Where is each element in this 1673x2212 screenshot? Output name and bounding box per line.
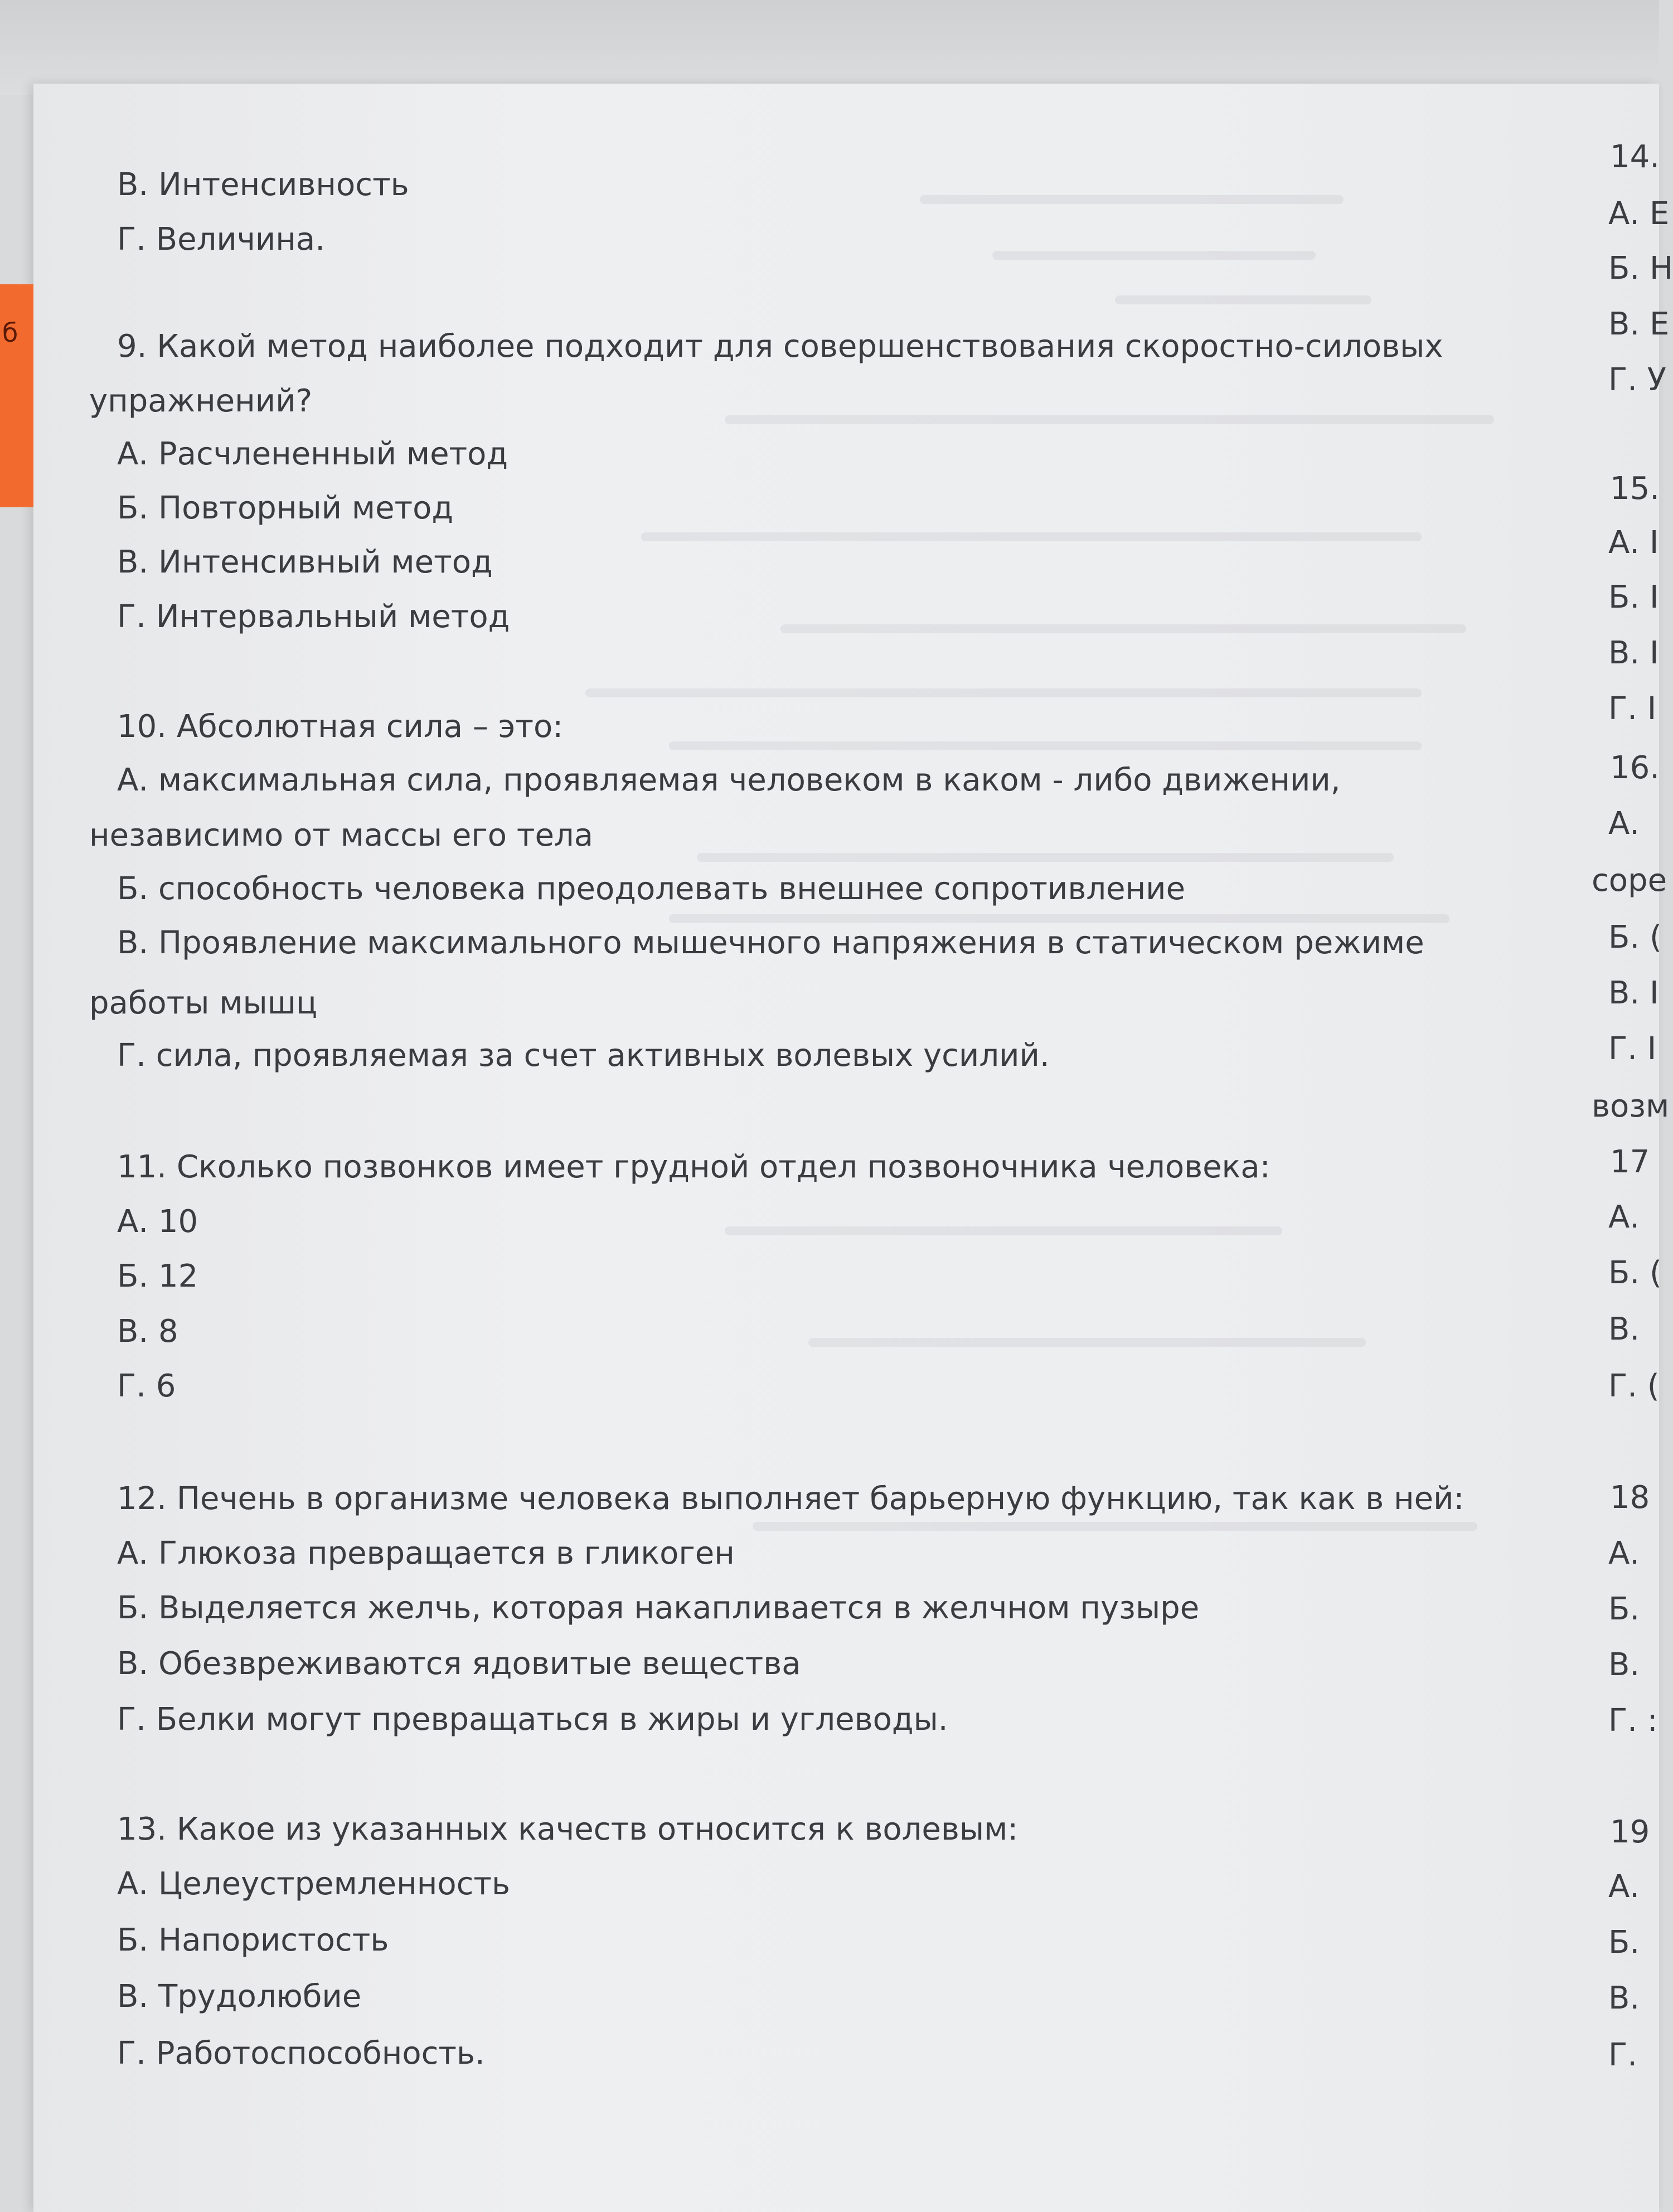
answer-option: независимо от массы его тела xyxy=(89,817,594,853)
question-heading: 13. Какое из указанных качеств относится к волевым: xyxy=(117,1811,1019,1847)
show-through-text xyxy=(780,624,1466,633)
right-column-text: В. xyxy=(1608,1311,1640,1347)
question-heading: 12. Печень в организме человека выполняет барьерную функцию, так как в ней: xyxy=(117,1481,1465,1517)
answer-option: В. Интенсивный метод xyxy=(117,544,493,580)
right-column-text: В. xyxy=(1608,1647,1640,1683)
show-through-text xyxy=(725,415,1494,424)
answer-option: Г. Интервальный метод xyxy=(117,599,510,635)
right-column-text: Г. У xyxy=(1608,362,1666,398)
right-column-text: А. xyxy=(1608,1199,1640,1235)
right-column-text: 17 xyxy=(1610,1144,1650,1180)
right-column-text: Б. xyxy=(1608,1591,1640,1627)
right-column-text: Б. Н xyxy=(1608,250,1673,287)
right-column-text: Г. : xyxy=(1608,1702,1658,1739)
right-column-text: 15. xyxy=(1610,470,1660,507)
answer-option: Б. 12 xyxy=(117,1258,198,1294)
right-column-text: Б. ( xyxy=(1608,1255,1662,1291)
answer-option: Г. 6 xyxy=(117,1368,176,1404)
answer-option: А. Целеустремленность xyxy=(117,1866,511,1902)
answer-option: Б. способность человека преодолевать внешнее сопротивление xyxy=(117,871,1186,907)
show-through-text xyxy=(641,532,1422,541)
right-column-text: соре xyxy=(1592,862,1667,899)
right-column-text: 14. xyxy=(1610,139,1660,175)
right-column-text: возм xyxy=(1592,1088,1670,1124)
show-through-text xyxy=(669,741,1422,750)
show-through-text xyxy=(808,1338,1366,1347)
answer-option: Б. Выделяется желчь, которая накапливается в желчном пузыре xyxy=(117,1590,1200,1626)
right-column-text: Б. xyxy=(1608,1924,1640,1961)
right-column-text: 19 xyxy=(1610,1814,1650,1850)
show-through-text xyxy=(725,1226,1282,1235)
show-through-text xyxy=(585,688,1422,697)
right-column-text: В. xyxy=(1608,1980,1640,2016)
answer-option: А. максимальная сила, проявляемая человеком в каком - либо движении, xyxy=(117,762,1341,798)
question-heading: 11. Сколько позвонков имеет грудной отдел позвоночника человека: xyxy=(117,1149,1270,1185)
right-column-text: Г. xyxy=(1608,2037,1637,2073)
question-heading: 10. Абсолютная сила – это: xyxy=(117,709,564,745)
background-surface xyxy=(0,0,1659,95)
question-heading: 9. Какой метод наиболее подходит для совершенствования скоростно-силовых xyxy=(117,328,1443,365)
question-heading: упражнений? xyxy=(89,383,313,419)
show-through-text xyxy=(920,195,1344,204)
right-column-text: А. Е xyxy=(1608,196,1670,232)
right-column-text: В. Е xyxy=(1608,306,1670,342)
answer-option: работы мышц xyxy=(89,985,318,1021)
right-column-text: А. xyxy=(1608,806,1640,842)
show-through-text xyxy=(1115,295,1371,304)
answer-option: В. Проявление максимального мышечного напряжения в статическом режиме xyxy=(117,925,1424,961)
show-through-text xyxy=(992,251,1316,260)
answer-option: Б. Повторный метод xyxy=(117,490,454,526)
right-column-text: В. I xyxy=(1608,635,1659,671)
answer-option: В. Обезвреживаются ядовитые вещества xyxy=(117,1646,801,1682)
answer-option: А. Глюкоза превращается в гликоген xyxy=(117,1535,735,1571)
answer-option: Г. Работоспособность. xyxy=(117,2035,485,2072)
answer-option: Г. сила, проявляемая за счет активных волевых усилий. xyxy=(117,1037,1050,1074)
right-column-text: Г. I xyxy=(1608,691,1657,727)
right-column-text: В. I xyxy=(1608,975,1659,1011)
right-column-text: Б. ( xyxy=(1608,919,1662,955)
answer-option: А. 10 xyxy=(117,1204,198,1240)
answer-option: В. 8 xyxy=(117,1313,178,1350)
answer-option: В. Трудолюбие xyxy=(117,1978,362,2015)
text-line: Г. Величина. xyxy=(117,221,326,258)
right-column-text: А. xyxy=(1608,1869,1640,1905)
right-column-text: А. xyxy=(1608,1535,1640,1571)
answer-option: А. Расчлененный метод xyxy=(117,436,508,472)
answer-option: Г. Белки могут превращаться в жиры и углеводы. xyxy=(117,1701,948,1738)
right-column-text: 18 xyxy=(1610,1479,1650,1516)
right-column-text: А. I xyxy=(1608,525,1659,561)
right-column-text: Б. I xyxy=(1608,579,1659,615)
show-through-text xyxy=(697,853,1394,862)
right-column-text: 16. xyxy=(1610,750,1660,786)
show-through-text xyxy=(669,914,1449,923)
right-column-text: Г. ( xyxy=(1608,1368,1660,1404)
show-through-text xyxy=(753,1522,1477,1531)
right-column-text: Г. I xyxy=(1608,1031,1657,1067)
sticky-tab-label: б xyxy=(2,318,18,348)
text-line: В. Интенсивность xyxy=(117,167,409,203)
answer-option: Б. Напористость xyxy=(117,1922,389,1958)
